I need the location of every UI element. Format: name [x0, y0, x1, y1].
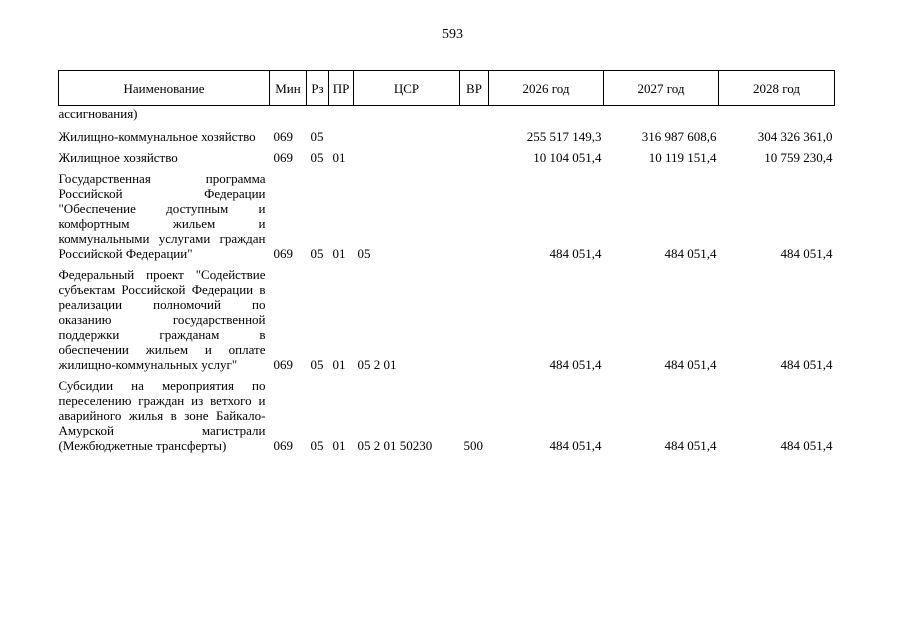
row-min: 069: [273, 129, 293, 144]
table-row: [59, 144, 835, 165]
row-pr: 01: [332, 438, 346, 453]
table-row: [59, 261, 835, 372]
carry-over-row: [59, 106, 835, 124]
header-vr: ВР: [460, 71, 489, 106]
carry-over-text: ассигнования): [58, 106, 138, 121]
budget-table: [58, 70, 835, 453]
row-csr: 05 2 01: [357, 357, 397, 372]
row-pr: 01: [332, 150, 346, 165]
header-name: Наименование: [59, 71, 270, 106]
row-2026: 484 051,4: [549, 438, 602, 453]
row-2027: 484 051,4: [664, 246, 717, 261]
header-2027: 2027 год: [604, 71, 719, 106]
row-name: Субсидии на мероприятия по переселению граждан из ветхого и аварийного жилья в зоне Байкало-Амурской магистрали (Межбюджетные трансферты): [58, 378, 266, 453]
row-2028: 484 051,4: [780, 246, 833, 261]
header-row: [59, 71, 835, 106]
row-2028: 304 326 361,0: [757, 129, 833, 144]
row-rz: 05: [310, 357, 324, 372]
row-pr: 01: [332, 357, 346, 372]
row-csr: [354, 123, 460, 144]
row-name: Государственная программа Российской Федерации "Обеспечение доступным и комфортным жильем и коммунальными услугами граждан Российской Федерации": [58, 171, 266, 261]
row-2026: 484 051,4: [549, 246, 602, 261]
row-2028: 10 759 230,4: [764, 150, 833, 165]
row-min: 069: [273, 357, 293, 372]
header-rz: Рз: [307, 71, 329, 106]
row-2026: 484 051,4: [549, 357, 602, 372]
row-vr: [460, 165, 489, 261]
row-min: 069: [273, 246, 293, 261]
row-2028: 484 051,4: [780, 357, 833, 372]
row-name: Федеральный проект "Содействие субъектам Российской Федерации в реализации полномочий по оказанию государственной поддержки гражданам в обеспечении жильем и оплате жилищно-коммунальных услуг": [58, 267, 266, 372]
row-rz: 05: [310, 150, 324, 165]
row-csr: 05: [357, 246, 371, 261]
row-csr: [354, 144, 460, 165]
row-vr: [460, 261, 489, 372]
row-name: Жилищное хозяйство: [58, 150, 178, 165]
row-vr: [460, 144, 489, 165]
table-row: [59, 165, 835, 261]
table-row: [59, 372, 835, 453]
header-min: Мин: [270, 71, 307, 106]
header-csr: ЦСР: [354, 71, 460, 106]
page-number: 593: [442, 27, 463, 42]
row-2027: 484 051,4: [664, 357, 717, 372]
row-2027: 484 051,4: [664, 438, 717, 453]
row-min: 069: [273, 150, 293, 165]
row-rz: 05: [310, 438, 324, 453]
row-rz: 05: [310, 246, 324, 261]
row-csr: 05 2 01 50230: [357, 438, 433, 453]
row-2027: 10 119 151,4: [648, 150, 717, 165]
row-rz: 05: [310, 129, 324, 144]
header-2026: 2026 год: [489, 71, 604, 106]
row-name: Жилищно-коммунальное хозяйство: [58, 129, 256, 144]
header-pr: ПР: [329, 71, 354, 106]
row-pr: 01: [332, 246, 346, 261]
row-vr: [460, 123, 489, 144]
row-2027: 316 987 608,6: [641, 129, 717, 144]
table-row: [59, 123, 835, 144]
row-pr: [329, 123, 354, 144]
row-2028: 484 051,4: [780, 438, 833, 453]
row-vr: 500: [463, 438, 483, 453]
header-2028: 2028 год: [719, 71, 835, 106]
row-2026: 10 104 051,4: [533, 150, 602, 165]
row-min: 069: [273, 438, 293, 453]
row-2026: 255 517 149,3: [526, 129, 602, 144]
